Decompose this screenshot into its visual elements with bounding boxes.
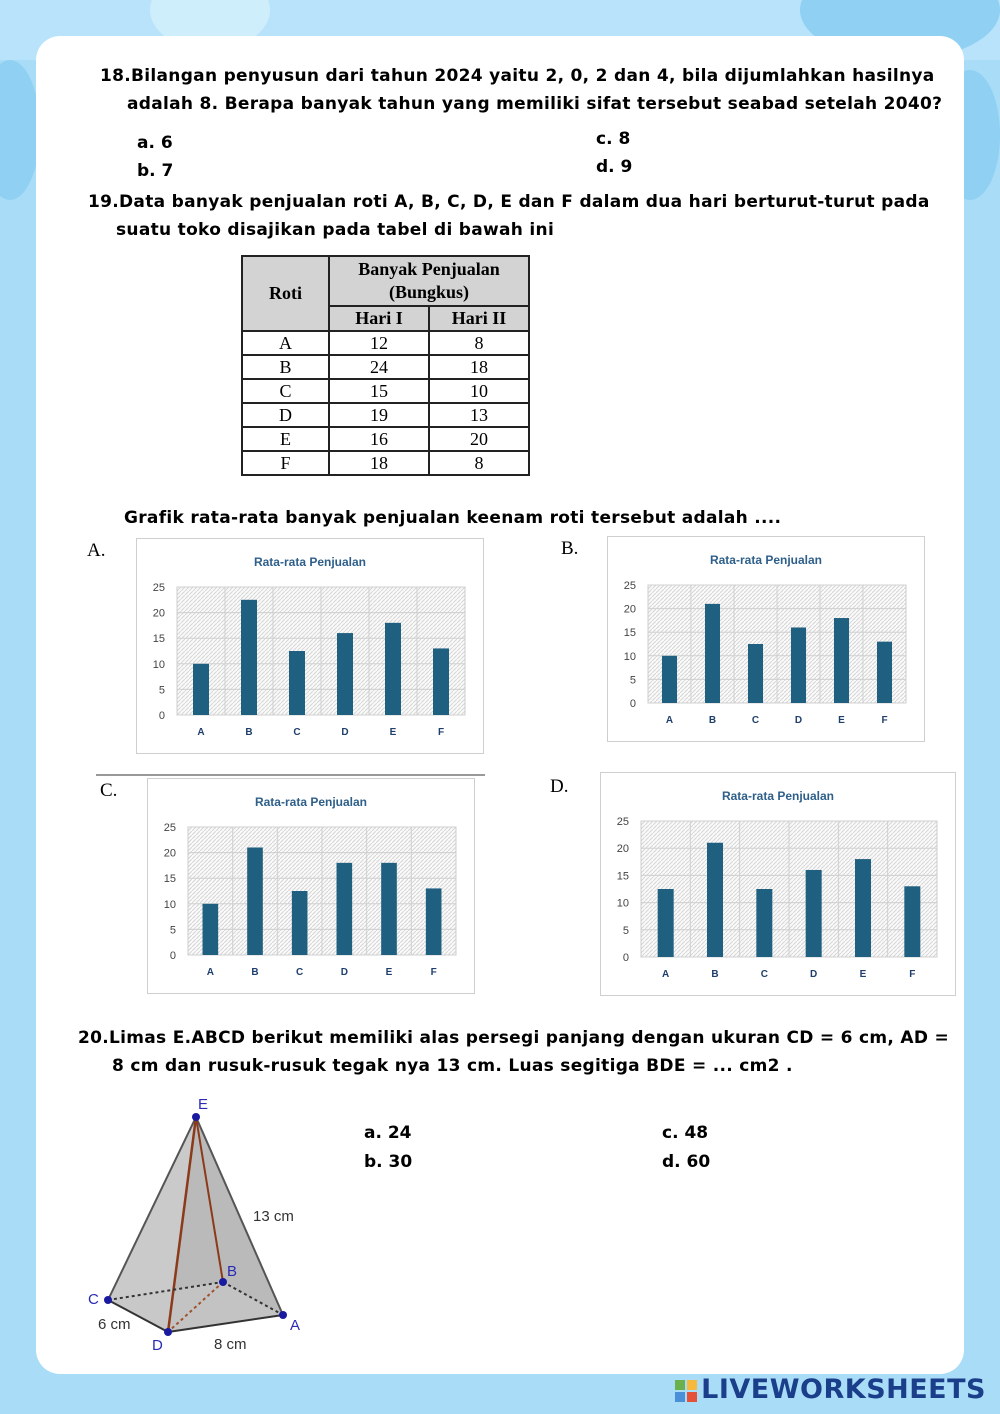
bar-f (426, 888, 442, 955)
x-tick-label: F (909, 969, 916, 980)
x-tick-label: A (662, 969, 670, 980)
x-tick-label: C (296, 967, 304, 978)
chart-option-b[interactable] (607, 536, 925, 742)
q19-line1: 19.Data banyak penjualan roti A, B, C, D, E dan F dalam dua hari berturut-turut pada (88, 192, 930, 212)
q20-line1: 20.Limas E.ABCD berikut memiliki alas persegi panjang dengan ukuran CD = 6 cm, AD = (78, 1028, 949, 1048)
table-cell: 16 (329, 427, 429, 451)
y-tick-label: 10 (623, 650, 636, 663)
y-tick-label: 0 (169, 950, 176, 962)
chart-title: Rata-rata Penjualan (721, 789, 835, 803)
x-tick-label: A (665, 715, 674, 726)
header-roti: Roti (242, 256, 329, 331)
x-tick-label: B (708, 715, 717, 726)
chart-option-label-d[interactable]: D. (550, 776, 569, 797)
bar-b (707, 843, 723, 957)
y-tick-label: 10 (616, 897, 629, 910)
sales-table (241, 255, 530, 476)
y-tick-label: 25 (616, 816, 629, 828)
bar-c (292, 891, 308, 955)
table-cell: 8 (429, 331, 529, 355)
x-tick-label: E (838, 715, 845, 726)
x-tick-label: E (859, 969, 867, 980)
y-tick-label: 15 (616, 870, 629, 883)
vertex-label-a: A (290, 1317, 301, 1334)
table-cell: 13 (429, 403, 529, 427)
bar-d (337, 633, 353, 715)
x-tick-label: C (751, 715, 760, 726)
x-tick-label: F (430, 967, 437, 978)
x-tick-label: F (881, 715, 888, 726)
table-cell: 8 (429, 451, 529, 475)
y-tick-label: 5 (158, 684, 165, 697)
table-row (242, 355, 529, 379)
x-tick-label: A (197, 727, 205, 738)
vertex-label-c: C (88, 1291, 99, 1308)
q20-option-a[interactable]: a. 24 (364, 1123, 412, 1143)
table-cell: 24 (329, 355, 429, 379)
chart-option-c[interactable] (147, 778, 475, 994)
bar-a (658, 889, 674, 957)
header-banyak-penjualan (329, 256, 529, 306)
q18-line1: 18.Bilangan penyusun dari tahun 2024 yaitu 2, 0, 2 dan 4, bila dijumlahkan hasilnya (100, 66, 935, 86)
chart-svg (137, 539, 483, 753)
bar-d (791, 627, 806, 703)
x-tick-label: D (341, 727, 349, 738)
bar-e (381, 863, 397, 955)
x-tick-label: E (385, 967, 393, 978)
chart-svg (608, 537, 924, 741)
x-tick-label: F (437, 727, 445, 738)
header-bungkus: (Bungkus) (388, 282, 470, 302)
table-cell: A (242, 331, 329, 355)
table-cell: F (242, 451, 329, 475)
table-cell: D (242, 403, 329, 427)
bar-e (855, 859, 871, 957)
table-cell: 15 (329, 379, 429, 403)
chart-option-label-b[interactable]: B. (561, 538, 579, 559)
table-cell: B (242, 355, 329, 379)
y-tick-label: 25 (152, 582, 165, 594)
header-hari1: Hari I (329, 306, 429, 331)
brand-text: LIVEWORKSHEETS (701, 1374, 986, 1405)
table-row (242, 379, 529, 403)
bar-c (748, 644, 763, 703)
bar-f (904, 886, 920, 957)
divider-line (96, 774, 485, 776)
q19-prompt: Grafik rata-rata banyak penjualan keenam roti tersebut adalah .... (124, 508, 782, 528)
bar-e (834, 618, 849, 703)
bar-d (337, 863, 353, 955)
q18-option-a[interactable]: a. 6 (137, 133, 173, 153)
table-row (242, 451, 529, 475)
bar-a (203, 904, 219, 955)
y-tick-label: 0 (629, 698, 636, 710)
vertex-label-b: B (227, 1263, 238, 1280)
x-tick-label: B (245, 727, 253, 738)
y-tick-label: 10 (152, 658, 165, 671)
bar-b (247, 847, 263, 955)
header-hari2: Hari II (429, 306, 529, 331)
q18-option-b[interactable]: b. 7 (137, 161, 174, 181)
table-cell: 20 (429, 427, 529, 451)
table-cell: C (242, 379, 329, 403)
q19-line2: suatu toko disajikan pada tabel di bawah ini (116, 220, 555, 240)
bar-e (385, 623, 401, 715)
table-cell: 18 (429, 355, 529, 379)
edge-label-8cm: 8 cm (214, 1336, 247, 1353)
pyramid-figure (80, 1092, 340, 1362)
x-tick-label: D (340, 967, 348, 978)
x-tick-label: C (760, 969, 768, 980)
vertex-label-e: E (198, 1096, 209, 1113)
liveworksheets-icon (675, 1380, 697, 1402)
y-tick-label: 15 (623, 627, 636, 640)
bar-f (877, 642, 892, 703)
table-cell: 18 (329, 451, 429, 475)
table-row (242, 403, 529, 427)
y-tick-label: 5 (169, 924, 176, 937)
y-tick-label: 20 (616, 843, 629, 856)
chart-svg (601, 773, 955, 995)
y-tick-label: 5 (622, 924, 629, 937)
bar-b (705, 604, 720, 703)
y-tick-label: 25 (163, 822, 176, 834)
bar-f (433, 648, 449, 715)
bar-d (806, 870, 822, 957)
x-tick-label: A (206, 967, 214, 978)
y-tick-label: 20 (623, 603, 636, 616)
edge-label-6cm: 6 cm (98, 1316, 131, 1333)
x-tick-label: E (389, 727, 397, 738)
y-tick-label: 5 (629, 674, 636, 687)
y-tick-label: 0 (158, 710, 165, 722)
x-tick-label: D (810, 969, 818, 980)
chart-option-d[interactable] (600, 772, 956, 996)
header-banyak: Banyak Penjualan (358, 259, 500, 279)
table-cell: E (242, 427, 329, 451)
table-body (242, 331, 529, 475)
y-tick-label: 20 (152, 607, 165, 620)
edge-label-13cm: 13 cm (253, 1208, 294, 1225)
q20-option-d[interactable]: d. 60 (662, 1152, 711, 1172)
q20-line2: 8 cm dan rusuk-rusuk tegak nya 13 cm. Luas segitiga BDE = ... cm2 . (112, 1056, 793, 1076)
x-tick-label: C (293, 727, 301, 738)
vertex-label-d: D (152, 1337, 163, 1354)
table-cell: 10 (429, 379, 529, 403)
chart-svg (148, 779, 474, 993)
bar-b (241, 600, 257, 715)
bar-c (756, 889, 772, 957)
decor-drip (0, 60, 40, 200)
q18-option-c[interactable]: c. 8 (596, 129, 631, 149)
bar-a (662, 656, 677, 703)
bar-c (289, 651, 305, 715)
q20-option-b[interactable]: b. 30 (364, 1152, 413, 1172)
y-tick-label: 15 (152, 633, 165, 646)
q20-option-c[interactable]: c. 48 (662, 1123, 709, 1143)
y-tick-label: 20 (163, 847, 176, 860)
table-cell: 12 (329, 331, 429, 355)
y-tick-label: 25 (623, 580, 636, 592)
y-tick-label: 15 (163, 873, 176, 886)
q18-option-d[interactable]: d. 9 (596, 157, 633, 177)
x-tick-label: D (794, 715, 803, 726)
chart-option-label-a[interactable]: A. (87, 540, 106, 561)
y-tick-label: 10 (163, 898, 176, 911)
x-tick-label: B (711, 969, 719, 980)
chart-option-a[interactable] (136, 538, 484, 754)
table-row (242, 427, 529, 451)
chart-title: Rata-rata Penjualan (253, 555, 367, 569)
chart-title: Rata-rata Penjualan (254, 795, 368, 809)
y-tick-label: 0 (622, 952, 629, 964)
bar-a (193, 664, 209, 715)
table-row (242, 331, 529, 355)
chart-option-label-c[interactable]: C. (100, 780, 118, 801)
chart-title: Rata-rata Penjualan (709, 553, 823, 567)
q18-line2: adalah 8. Berapa banyak tahun yang memiliki sifat tersebut seabad setelah 2040? (127, 94, 943, 114)
table-cell: 19 (329, 403, 429, 427)
x-tick-label: B (251, 967, 259, 978)
brand-logo[interactable] (675, 1374, 986, 1405)
